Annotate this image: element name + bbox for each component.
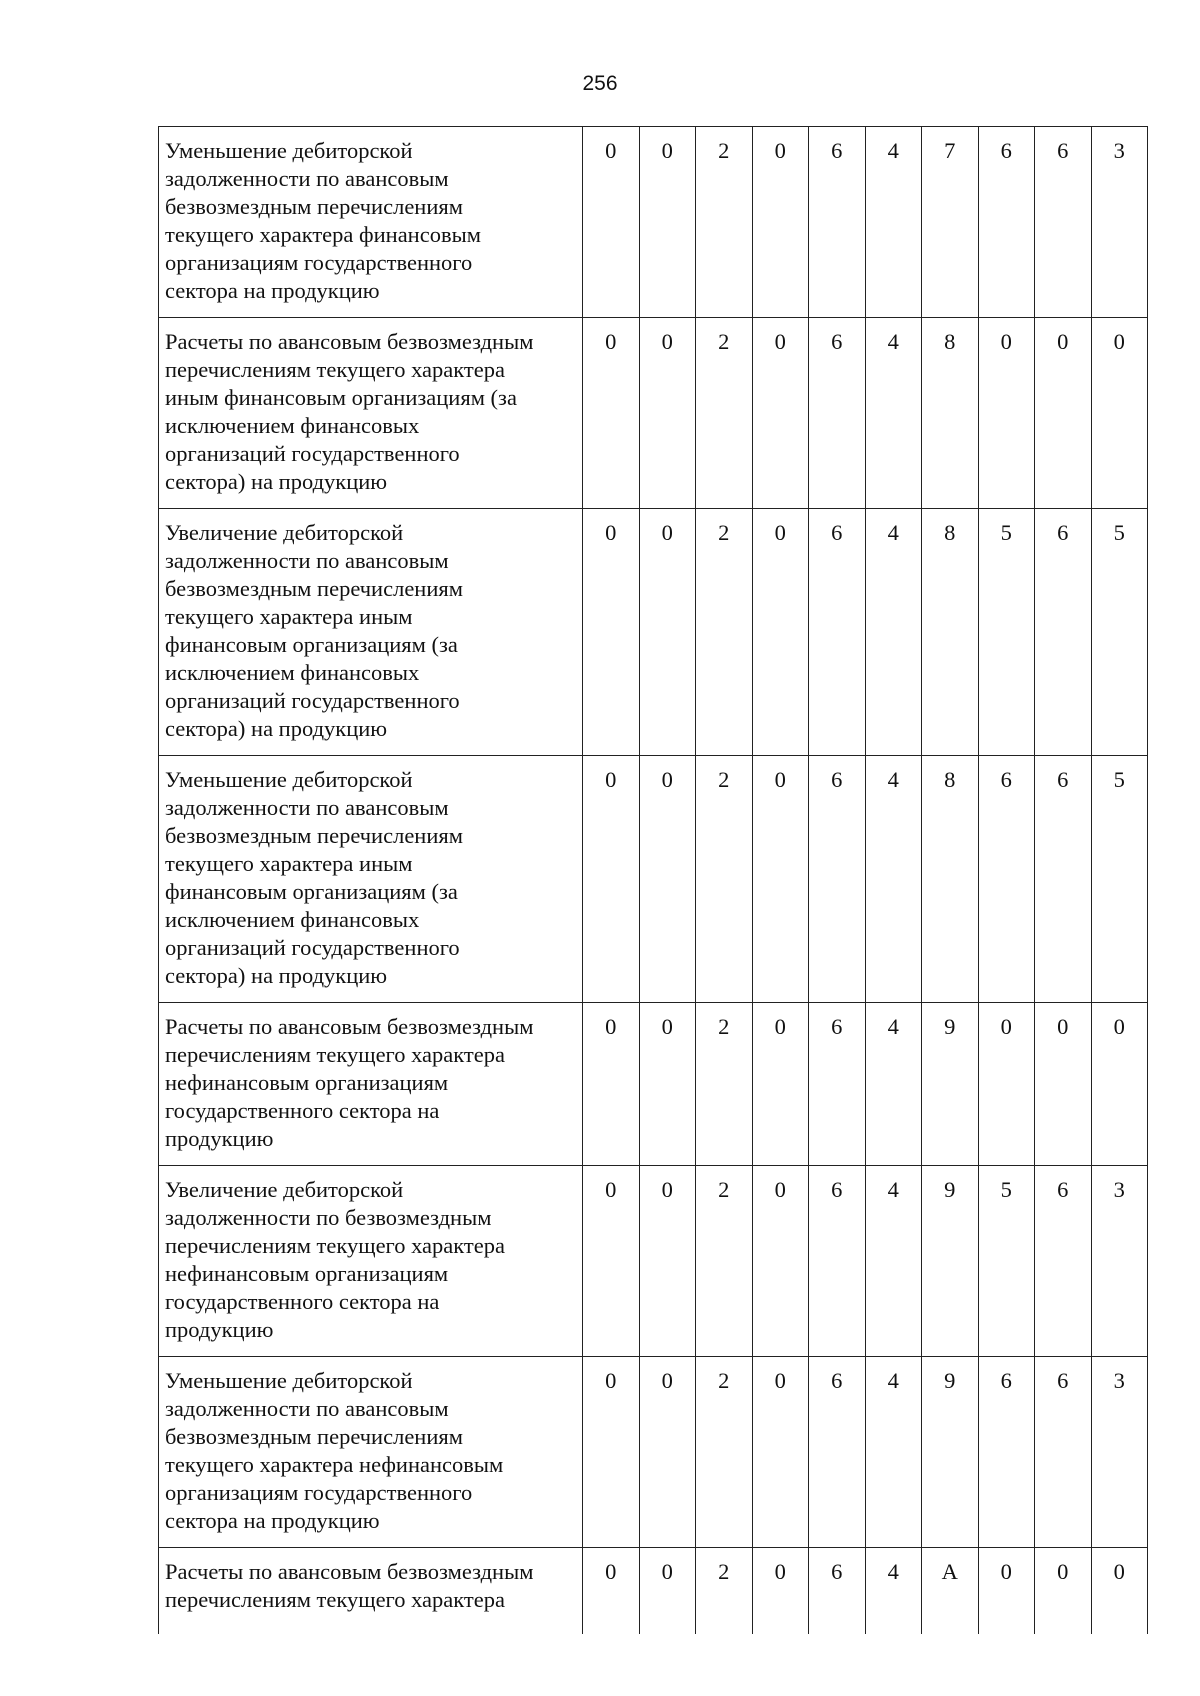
code-digit-8: 6 xyxy=(978,1357,1035,1548)
code-digit-2: 0 xyxy=(639,1166,696,1357)
code-digit-3: 2 xyxy=(696,318,753,509)
code-digit-6: 4 xyxy=(865,1357,922,1548)
code-digit-5: 6 xyxy=(809,1548,866,1635)
code-digit-1: 0 xyxy=(583,1548,640,1635)
row-description: Уменьшение дебиторской задолженности по авансовым безвозмездным перечислениям текущего характера нефинансовым организациям государственного сектора на продукцию xyxy=(159,1357,583,1548)
code-digit-6: 4 xyxy=(865,756,922,1003)
code-digit-7: 8 xyxy=(922,318,979,509)
code-digit-4: 0 xyxy=(752,318,809,509)
code-digit-3: 2 xyxy=(696,756,753,1003)
code-digit-8: 5 xyxy=(978,1166,1035,1357)
code-digit-8: 5 xyxy=(978,509,1035,756)
code-digit-5: 6 xyxy=(809,1003,866,1166)
table-row xyxy=(159,756,1148,1003)
code-digit-3: 2 xyxy=(696,1357,753,1548)
code-digit-3: 2 xyxy=(696,1003,753,1166)
code-digit-3: 2 xyxy=(696,127,753,318)
code-digit-4: 0 xyxy=(752,1166,809,1357)
code-digit-4: 0 xyxy=(752,1548,809,1635)
code-digit-9: 0 xyxy=(1035,318,1092,509)
code-digit-1: 0 xyxy=(583,1166,640,1357)
code-digit-7: 8 xyxy=(922,756,979,1003)
code-digit-5: 6 xyxy=(809,1166,866,1357)
code-digit-1: 0 xyxy=(583,756,640,1003)
code-digit-1: 0 xyxy=(583,318,640,509)
row-description: Увеличение дебиторской задолженности по безвозмездным перечислениям текущего характера нефинансовым организациям государственного сектора на продукцию xyxy=(159,1166,583,1357)
code-digit-1: 0 xyxy=(583,127,640,318)
code-digit-6: 4 xyxy=(865,1166,922,1357)
code-digit-5: 6 xyxy=(809,509,866,756)
code-digit-4: 0 xyxy=(752,756,809,1003)
code-digit-8: 6 xyxy=(978,756,1035,1003)
code-digit-9: 6 xyxy=(1035,127,1092,318)
table-row xyxy=(159,1548,1148,1635)
code-digit-7: А xyxy=(922,1548,979,1635)
page-number: 256 xyxy=(582,72,618,95)
code-digit-8: 0 xyxy=(978,1003,1035,1166)
row-description: Уменьшение дебиторской задолженности по авансовым безвозмездным перечислениям текущего характера иным финансовым организациям (за исключением финансовых организаций государственного сектора) на продукцию xyxy=(159,756,583,1003)
code-digit-5: 6 xyxy=(809,1357,866,1548)
code-digit-2: 0 xyxy=(639,1003,696,1166)
table-row xyxy=(159,1166,1148,1357)
code-digit-5: 6 xyxy=(809,127,866,318)
code-digit-3: 2 xyxy=(696,1166,753,1357)
account-codes-table xyxy=(158,126,1148,1634)
row-description: Расчеты по авансовым безвозмездным перечислениям текущего характера нефинансовым организациям государственного сектора на продукцию xyxy=(159,1003,583,1166)
row-description: Расчеты по авансовым безвозмездным перечислениям текущего характера xyxy=(159,1548,583,1635)
table-row xyxy=(159,1003,1148,1166)
code-digit-9: 6 xyxy=(1035,1166,1092,1357)
code-digit-3: 2 xyxy=(696,1548,753,1635)
code-digit-10: 0 xyxy=(1091,1003,1148,1166)
code-digit-10: 0 xyxy=(1091,1548,1148,1635)
code-digit-6: 4 xyxy=(865,1003,922,1166)
code-digit-4: 0 xyxy=(752,1003,809,1166)
code-digit-7: 8 xyxy=(922,509,979,756)
code-digit-2: 0 xyxy=(639,1357,696,1548)
row-description: Уменьшение дебиторской задолженности по авансовым безвозмездным перечислениям текущего характера финансовым организациям государственного сектора на продукцию xyxy=(159,127,583,318)
code-digit-7: 9 xyxy=(922,1357,979,1548)
code-digit-5: 6 xyxy=(809,756,866,1003)
code-digit-10: 5 xyxy=(1091,509,1148,756)
code-digit-10: 0 xyxy=(1091,318,1148,509)
code-digit-4: 0 xyxy=(752,1357,809,1548)
code-digit-10: 3 xyxy=(1091,127,1148,318)
code-digit-7: 7 xyxy=(922,127,979,318)
code-digit-7: 9 xyxy=(922,1003,979,1166)
code-digit-7: 9 xyxy=(922,1166,979,1357)
table-row xyxy=(159,509,1148,756)
code-digit-9: 0 xyxy=(1035,1548,1092,1635)
row-description: Расчеты по авансовым безвозмездным перечислениям текущего характера иным финансовым организациям (за исключением финансовых организаций государственного сектора) на продукцию xyxy=(159,318,583,509)
code-digit-8: 0 xyxy=(978,1548,1035,1635)
code-digit-6: 4 xyxy=(865,318,922,509)
code-digit-9: 6 xyxy=(1035,509,1092,756)
code-digit-2: 0 xyxy=(639,127,696,318)
code-digit-8: 0 xyxy=(978,318,1035,509)
code-digit-8: 6 xyxy=(978,127,1035,318)
code-digit-9: 6 xyxy=(1035,756,1092,1003)
code-digit-6: 4 xyxy=(865,1548,922,1635)
code-digit-6: 4 xyxy=(865,509,922,756)
code-digit-6: 4 xyxy=(865,127,922,318)
table-row xyxy=(159,1357,1148,1548)
code-digit-9: 6 xyxy=(1035,1357,1092,1548)
code-digit-4: 0 xyxy=(752,127,809,318)
code-digit-1: 0 xyxy=(583,509,640,756)
code-digit-3: 2 xyxy=(696,509,753,756)
code-digit-2: 0 xyxy=(639,1548,696,1635)
code-digit-9: 0 xyxy=(1035,1003,1092,1166)
table-row xyxy=(159,318,1148,509)
code-digit-1: 0 xyxy=(583,1357,640,1548)
code-digit-10: 3 xyxy=(1091,1357,1148,1548)
code-digit-10: 3 xyxy=(1091,1166,1148,1357)
code-digit-2: 0 xyxy=(639,318,696,509)
code-digit-2: 0 xyxy=(639,509,696,756)
code-digit-4: 0 xyxy=(752,509,809,756)
code-digit-10: 5 xyxy=(1091,756,1148,1003)
code-digit-5: 6 xyxy=(809,318,866,509)
code-digit-2: 0 xyxy=(639,756,696,1003)
table-body xyxy=(159,127,1148,1635)
code-digit-1: 0 xyxy=(583,1003,640,1166)
table-row xyxy=(159,127,1148,318)
row-description: Увеличение дебиторской задолженности по авансовым безвозмездным перечислениям текущего характера иным финансовым организациям (за исключением финансовых организаций государственного сектора) на продукцию xyxy=(159,509,583,756)
